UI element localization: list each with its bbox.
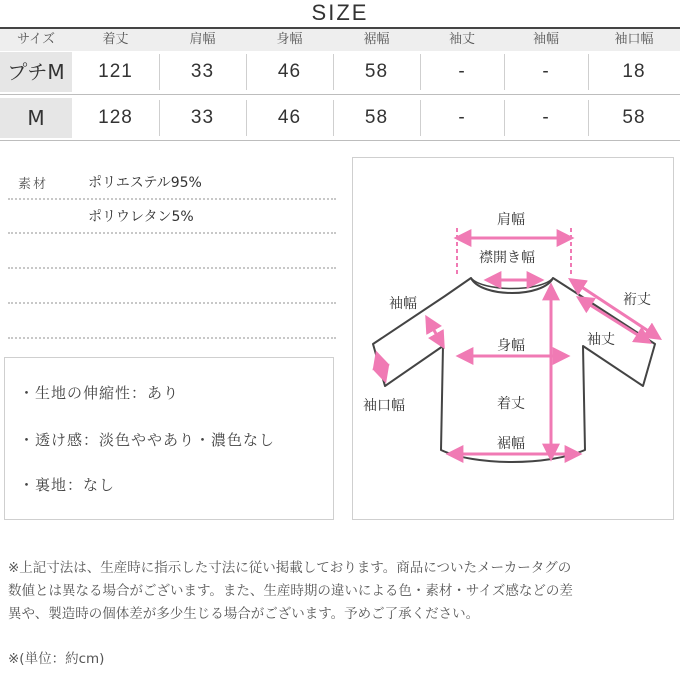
- size-title: SIZE: [311, 0, 369, 25]
- row-divider: [0, 94, 680, 95]
- header-sleeve-length: 袖丈: [448, 32, 475, 47]
- cell-shoulder: 33: [190, 61, 215, 82]
- material-line: ポリエステル95%: [88, 175, 202, 191]
- label-hem: 裾幅: [497, 436, 525, 452]
- dotted-divider: [8, 198, 336, 200]
- cell-hem-width: 58: [364, 61, 389, 82]
- yuki-arrow: [571, 280, 659, 338]
- cell-cuff-width: 58: [622, 107, 646, 128]
- table-row: [0, 98, 680, 138]
- dotted-divider: [8, 337, 336, 339]
- size-table-header: [0, 29, 680, 51]
- label-body-width: 身幅: [497, 338, 525, 354]
- unit-note: ※(単位：約cm): [8, 651, 105, 667]
- material-label: 素材: [18, 177, 49, 192]
- property-sheerness: ・透け感：淡色ややあり・濃色なし: [19, 431, 276, 449]
- dotted-divider: [8, 232, 336, 234]
- label-sleeve-width: 袖幅: [389, 296, 417, 312]
- row-size-label: プチM: [0, 52, 72, 92]
- cell-length: 128: [98, 107, 133, 128]
- cell-body-width: 46: [277, 107, 302, 128]
- cell-hem-width: 58: [364, 107, 389, 128]
- header-shoulder: 肩幅: [189, 32, 216, 47]
- cuff-arrow: [377, 354, 385, 380]
- cell-sleeve-width: -: [542, 61, 550, 82]
- cell-length: 121: [98, 61, 133, 82]
- dotted-divider: [8, 267, 336, 269]
- label-sleeve-length: 袖丈: [587, 332, 615, 348]
- cell-sleeve-width: -: [542, 107, 550, 128]
- table-row: [0, 52, 680, 92]
- header-sleeve-width: 袖幅: [532, 32, 559, 47]
- disclaimer-line: ※上記寸法は、生産時に指示した寸法に従い掲載しております。商品についたメーカータグの: [8, 560, 572, 576]
- header-cuff-width: 袖口幅: [614, 32, 654, 47]
- material-line: ポリウレタン5%: [88, 209, 194, 225]
- property-lining: ・裏地：なし: [19, 476, 116, 494]
- cell-shoulder: 33: [190, 107, 215, 128]
- label-neck: 襟開き幅: [479, 250, 535, 266]
- cell-sleeve-length: -: [458, 107, 466, 128]
- sleeve-width-arrow: [427, 318, 443, 346]
- label-shoulder: 肩幅: [497, 212, 525, 228]
- label-length: 着丈: [497, 396, 525, 412]
- disclaimer-line: 数値とは異なる場合がございます。また、生産時期の違いによる色・素材・サイズ感などの差: [8, 583, 573, 599]
- property-stretch: ・生地の伸縮性：あり: [19, 384, 180, 402]
- header-hem-width: 裾幅: [363, 32, 390, 47]
- garment-diagram-svg: [353, 158, 673, 519]
- measurement-diagram: [352, 157, 674, 520]
- disclaimer-note: [8, 557, 672, 626]
- label-cuff: 袖口幅: [363, 398, 405, 414]
- label-yuki: 裄丈: [623, 292, 651, 308]
- row-size-label: M: [0, 98, 72, 138]
- dotted-divider: [8, 302, 336, 304]
- cell-cuff-width: 18: [622, 61, 646, 82]
- cell-body-width: 46: [277, 61, 302, 82]
- header-size: サイズ: [17, 32, 55, 47]
- header-body-width: 身幅: [276, 32, 303, 47]
- header-length: 着丈: [102, 32, 129, 47]
- row-divider: [0, 140, 680, 141]
- fabric-properties-box: [4, 357, 334, 520]
- cell-sleeve-length: -: [458, 61, 466, 82]
- disclaimer-line: 異や、製造時の個体差が多少生じる場合がございます。予めご了承ください。: [8, 606, 480, 622]
